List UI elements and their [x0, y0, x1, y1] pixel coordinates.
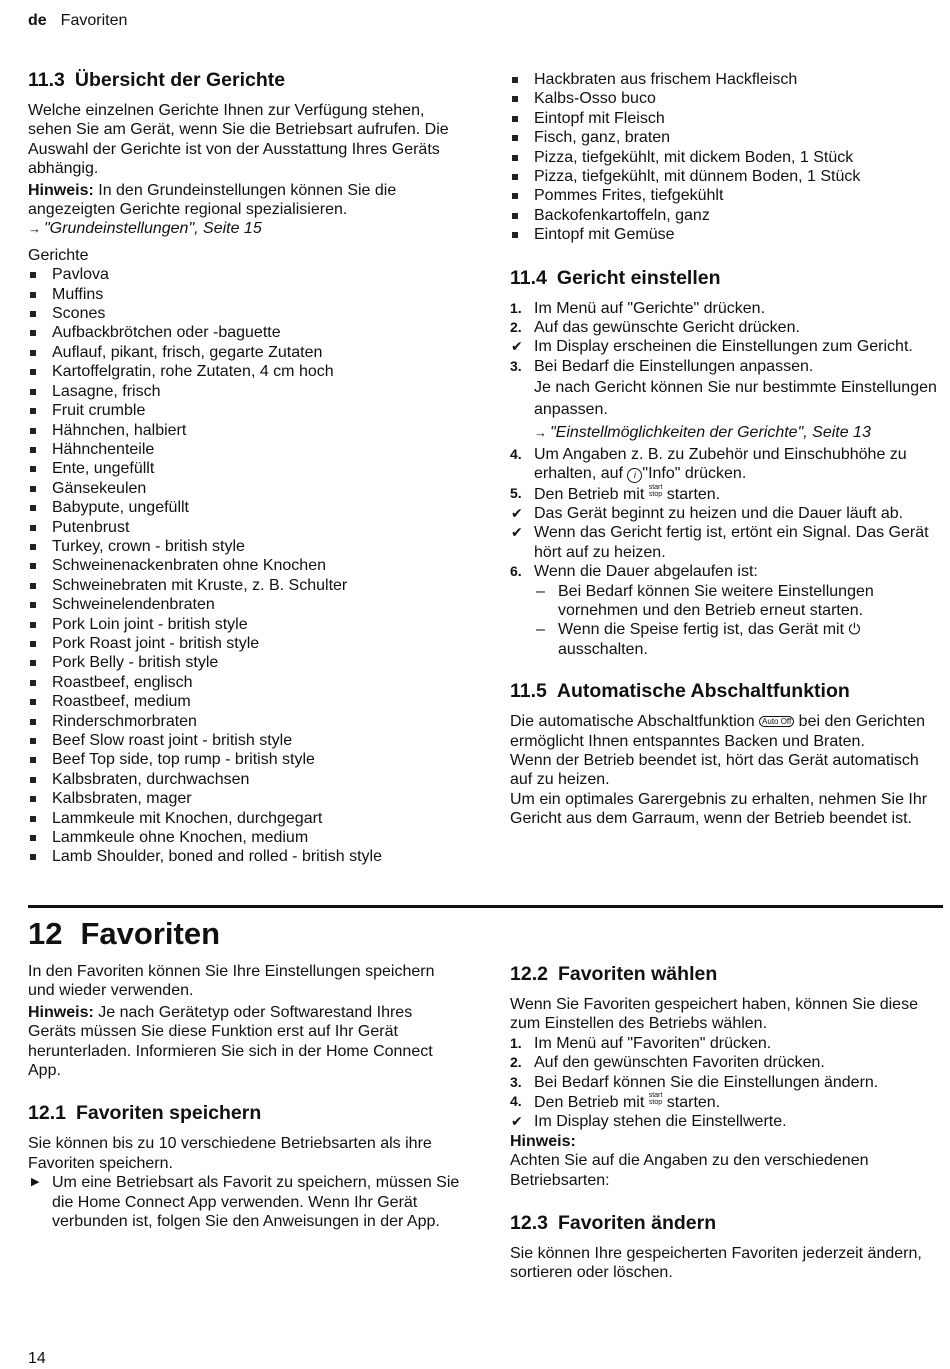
section-12-2-heading: 12.2 Favoriten wählen — [510, 963, 718, 985]
auto-off-icon: Auto Off — [759, 716, 794, 727]
dish-list-item: Lammkeule ohne Knochen, medium — [28, 828, 464, 847]
language-code: de — [28, 12, 47, 29]
step-3-reference[interactable]: → "Einstellmöglichkeiten der Gerichte", Seite 13 — [534, 424, 871, 442]
section-12-1-p1: Sie können bis zu 10 verschiedene Betriebsarten als ihre Favoriten speichern. — [28, 1135, 432, 1172]
section-12-2-hint-text: Achten Sie auf die Angaben zu den verschiedenen Betriebsarten: — [510, 1152, 869, 1189]
dish-list-item: Kartoffelgratin, rohe Zutaten, 4 cm hoch — [28, 362, 464, 381]
section-12-1-action: ▶ Um eine Betriebsart als Favorit zu speichern, müssen Sie die Home Connect App verwenden. Wenn Ihr Gerät verbunden ist, folgen Sie den Anweisungen in der App. — [31, 1174, 460, 1231]
step-4: 4. Um Angaben z. B. zu Zubehör und Einschubhöhe zu erhalten, auf i "Info" drücken. — [510, 445, 907, 483]
step-1: 1. Im Menü auf "Gerichte" drücken. — [510, 299, 766, 317]
power-icon: ⏻ — [848, 621, 861, 639]
chapter-12-intro: In den Favoriten können Sie Ihre Einstellungen speichern und wieder verwenden. — [28, 963, 435, 1000]
section-12-3-p1: Sie können Ihre gespeicherten Favoriten jederzeit ändern, sortieren oder löschen. — [510, 1245, 922, 1282]
check-icon: ✔ — [511, 338, 523, 355]
section-11-3 — [28, 68, 464, 867]
start-stop-icon: start stop — [648, 1092, 663, 1107]
section-11-3-reference[interactable]: → "Grundeinstellungen", Seite 15 — [28, 220, 262, 238]
result-3: ✔ Wenn das Gericht fertig ist, ertönt ein Signal. Das Gerät hört auf zu heizen. — [511, 524, 929, 561]
dish-list-item: Schweinelendenbraten — [28, 595, 464, 614]
step-6: 6. Wenn die Dauer abgelaufen ist: — [510, 563, 758, 581]
dish-list-title: Gerichte — [28, 246, 89, 264]
page-number: 14 — [28, 1350, 46, 1367]
section-11-4-heading: 11.4 Gericht einstellen — [510, 266, 721, 289]
section-11-3-heading: 11.3 Übersicht der Gerichte — [28, 69, 286, 91]
dish-list-item: Roastbeef, englisch — [28, 673, 464, 692]
section-11-5-heading: 11.5 Automatische Abschaltfunktion — [510, 680, 850, 703]
dish-list-item: Gänsekeulen — [28, 479, 464, 498]
dish-list-item: Scones — [28, 304, 464, 323]
header-title: Favoriten — [60, 12, 128, 29]
dish-list-item: Schweinebraten mit Kruste, z. B. Schulter — [28, 576, 464, 595]
dish-list-item: Lamb Shoulder, boned and rolled - british style — [28, 847, 464, 866]
dish-list-item: Backofenkartoffeln, ganz — [510, 206, 940, 225]
section-11-3-hint: Hinweis: In den Grundeinstellungen können Sie die angezeigten Gerichte regional spezialisieren. — [28, 181, 397, 219]
section-12-1-heading: 12.1 Favoriten speichern — [28, 1102, 262, 1125]
dish-list-item: Schweinenackenbraten ohne Knochen — [28, 556, 464, 575]
section-11-5-p3: Um ein optimales Garergebnis zu erhalten, nehmen Sie Ihr Gericht aus dem Garraum, wenn der Betrieb beendet ist. — [510, 790, 928, 828]
dish-list-item: Pommes Frites, tiefgekühlt — [510, 186, 940, 205]
fav-step-1: 1. Im Menü auf "Favoriten" drücken. — [510, 1034, 772, 1052]
dish-list-item: Aufbackbrötchen oder -baguette — [28, 323, 464, 342]
dish-list-item: Pork Belly - british style — [28, 653, 464, 672]
dish-list-item: Auflauf, pikant, frisch, gegarte Zutaten — [28, 343, 464, 362]
chapter-12-right — [510, 962, 940, 1283]
right-column-top — [510, 70, 940, 829]
dish-list-item: Eintopf mit Fleisch — [510, 109, 940, 128]
fav-step-2: 2. Auf den gewünschten Favoriten drücken. — [510, 1054, 825, 1072]
dish-list-item: Fruit crumble — [28, 401, 464, 420]
substep-1: – Bei Bedarf können Sie weitere Einstellungen vornehmen und den Betrieb erneut starten. — [536, 582, 874, 619]
dish-list-item: Kalbsbraten, mager — [28, 789, 464, 808]
dish-list-item: Pavlova — [28, 265, 464, 284]
dish-list-item: Beef Slow roast joint - british style — [28, 731, 464, 750]
dish-list-item: Lasagne, frisch — [28, 382, 464, 401]
chapter-divider — [28, 905, 943, 908]
dish-list-item: Muffins — [28, 285, 464, 304]
dish-list-item: Turkey, crown - british style — [28, 537, 464, 556]
dish-list-item: Pizza, tiefgekühlt, mit dünnem Boden, 1 Stück — [510, 167, 940, 186]
dish-list-item: Ente, ungefüllt — [28, 459, 464, 478]
section-12-2-hint-label: Hinweis: — [510, 1132, 576, 1150]
section-12-3-heading: 12.3 Favoriten ändern — [510, 1212, 717, 1235]
dish-list-item: Pork Loin joint - british style — [28, 615, 464, 634]
dish-list-item: Eintopf mit Gemüse — [510, 225, 940, 244]
chapter-12-left — [28, 962, 464, 1231]
result-2: ✔ Das Gerät beginnt zu heizen und die Dauer läuft ab. — [511, 504, 904, 522]
dish-list-continued — [510, 70, 940, 245]
triangle-right-icon: ▶ — [31, 1176, 40, 1189]
dish-list-item: Kalbs-Osso buco — [510, 89, 940, 108]
fav-step-4: 4. Den Betrieb mit start stop starten. — [510, 1092, 721, 1112]
info-icon: i — [627, 468, 642, 483]
section-11-5-p1: Die automatische Abschaltfunktion Auto Off bei den Gerichten ermöglicht Ihnen entspanntes Backen und Braten. — [510, 713, 925, 750]
dish-list-item: Lammkeule mit Knochen, durchgegart — [28, 809, 464, 828]
dish-list-item: Hackbraten aus frischem Hackfleisch — [510, 70, 940, 89]
dish-list-item: Hähnchenteile — [28, 440, 464, 459]
arrow-right-icon: → — [28, 221, 41, 237]
dish-list-item: Beef Top side, top rump - british style — [28, 750, 464, 769]
dish-list-item: Hähnchen, halbiert — [28, 421, 464, 440]
dish-list — [28, 265, 464, 867]
result-1: ✔ Im Display erscheinen die Einstellungen zum Gericht. — [511, 338, 913, 356]
dish-list-item: Putenbrust — [28, 518, 464, 537]
fav-step-3: 3. Bei Bedarf können Sie die Einstellungen ändern. — [510, 1073, 879, 1091]
section-12-2-p1: Wenn Sie Favoriten gespeichert haben, können Sie diese zum Einstellen des Betriebs wählen. — [510, 996, 918, 1033]
substep-2: – Wenn die Speise fertig ist, das Gerät mit ⏻ ausschalten. — [536, 621, 861, 658]
dish-list-item: Kalbsbraten, durchwachsen — [28, 770, 464, 789]
dish-list-item: Fisch, ganz, braten — [510, 128, 940, 147]
chapter-12-heading: 12 Favoriten — [28, 916, 221, 951]
dish-list-item: Pizza, tiefgekühlt, mit dickem Boden, 1 Stück — [510, 148, 940, 167]
dish-list-item: Babypute, ungefüllt — [28, 498, 464, 517]
step-3-note: Je nach Gericht können Sie nur bestimmte Einstellungen anpassen. — [534, 379, 937, 419]
step-3: 3. Bei Bedarf die Einstellungen anpassen. — [510, 357, 814, 375]
section-11-3-intro: Welche einzelnen Gerichte Ihnen zur Verfügung stehen, sehen Sie am Gerät, wenn Sie die Betriebsart aufrufen. Die Auswahl der Gerichte ist von der Ausstattung Ihres Geräts abhängig. — [28, 102, 449, 178]
dish-list-item: Pork Roast joint - british style — [28, 634, 464, 653]
dish-list-item: Rinderschmorbraten — [28, 712, 464, 731]
start-stop-icon: start stop — [648, 483, 663, 498]
check-icon: ✔ — [511, 504, 523, 521]
page-header — [28, 12, 127, 30]
section-11-4-steps — [510, 299, 940, 660]
fav-result: ✔ Im Display stehen die Einstellwerte. — [511, 1113, 787, 1131]
check-icon: ✔ — [511, 1113, 523, 1130]
chapter-12-hint: Hinweis: Je nach Gerätetyp oder Softwarestand Ihres Geräts müssen Sie diese Funktion erst auf Ihr Gerät herunterladen. Informieren Sie sich in der Home Connect App. — [28, 1003, 433, 1080]
section-11-5-p2: Wenn der Betrieb beendet ist, hört das Gerät automatisch auf zu heizen. — [510, 751, 919, 789]
step-5: 5. Den Betrieb mit start stop starten. — [510, 483, 721, 503]
dish-list-item: Roastbeef, medium — [28, 692, 464, 711]
arrow-right-icon: → — [534, 425, 547, 441]
step-2: 2. Auf das gewünschte Gericht drücken. — [510, 319, 800, 337]
check-icon: ✔ — [511, 524, 523, 541]
